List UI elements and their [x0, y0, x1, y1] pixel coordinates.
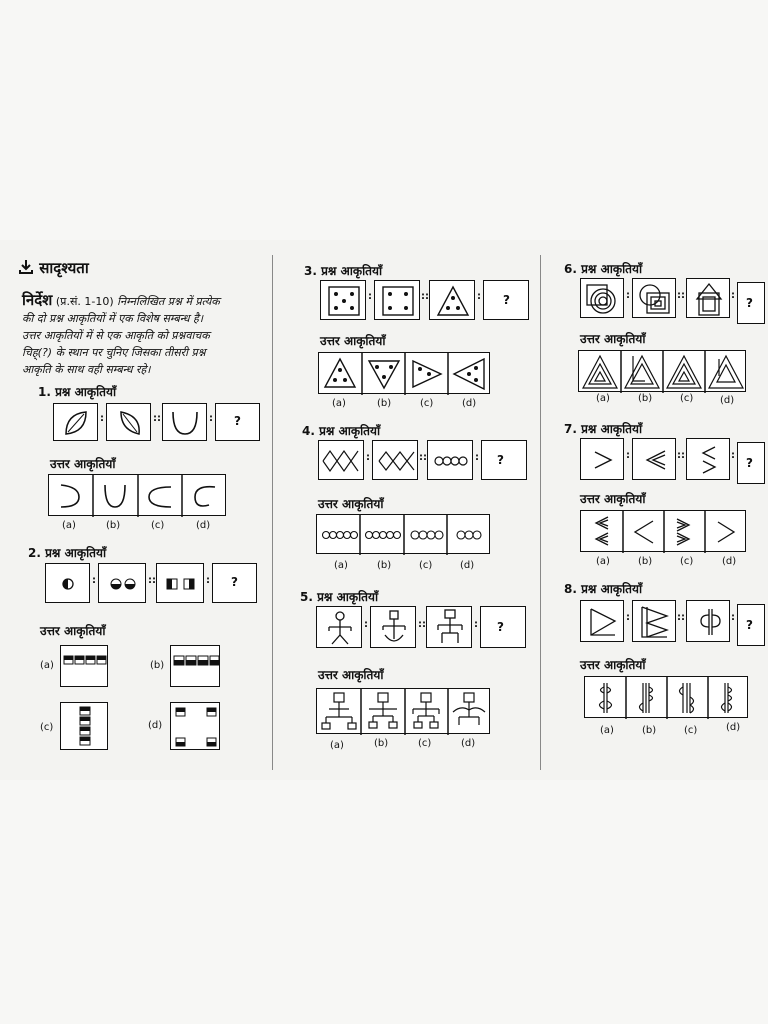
q2-sep-2: :: [148, 575, 156, 586]
q7-sep-3: : [731, 450, 735, 461]
q4-sep-3: : [475, 452, 479, 463]
instruction-block [22, 292, 272, 378]
q2-fig-4 [212, 563, 257, 603]
q3-opt-b[interactable]: (b) [377, 398, 392, 409]
q8-answer-heading: उत्तर आकृतियाँ [580, 658, 646, 672]
q3-fig-1 [320, 280, 366, 320]
q5-fig-4 [480, 606, 526, 648]
q3-fig-2 [374, 280, 420, 320]
q2-opt-b[interactable]: (b) [150, 660, 165, 671]
q7-opt-d[interactable]: (d) [722, 556, 737, 567]
q8-sep-3: : [731, 612, 735, 623]
q1-answer-heading: उत्तर आकृतियाँ [50, 457, 116, 471]
q3-fig-4 [483, 280, 529, 320]
question-mark: ? [234, 414, 241, 428]
instruction-line-3: उत्तर आकृतियों में से एक आकृति को प्रश्नवाचक [22, 329, 210, 342]
q4-fig-2 [372, 440, 418, 480]
q6-opt-b[interactable]: (b) [638, 393, 653, 404]
q2-opt-d[interactable]: (d) [148, 720, 163, 731]
q8-opt-a[interactable]: (a) [600, 725, 614, 736]
column-divider-1 [272, 255, 273, 770]
q5-opt-b[interactable]: (b) [374, 738, 389, 749]
q4-heading: 4. प्रश्न आकृतियाँ [302, 424, 381, 438]
instruction-label: निर्देश [22, 291, 53, 309]
q8-answer-strip[interactable] [584, 676, 748, 718]
q8-fig-1 [580, 600, 624, 642]
q6-answer-heading: उत्तर आकृतियाँ [580, 332, 646, 346]
q2-opt-a[interactable]: (a) [40, 660, 54, 671]
q3-opt-a[interactable]: (a) [332, 398, 346, 409]
q7-opt-a[interactable]: (a) [596, 556, 610, 567]
q3-opt-c[interactable]: (c) [420, 398, 434, 409]
instruction-line-5: आकृति के साथ वही सम्बन्ध रहे। [22, 363, 151, 376]
q1-heading: 1. प्रश्न आकृतियाँ [38, 385, 117, 399]
q7-fig-3 [686, 438, 730, 480]
q8-opt-c[interactable]: (c) [684, 725, 698, 736]
q2-fig-2 [98, 563, 146, 603]
question-mark: ? [746, 456, 753, 470]
q6-sep-3: : [731, 290, 735, 301]
q3-sep-2: :: [421, 291, 429, 302]
q2-ans-a[interactable] [60, 645, 108, 687]
q8-sep-1: : [626, 612, 630, 623]
q4-fig-1 [318, 440, 364, 480]
q1-opt-a[interactable]: (a) [62, 520, 76, 531]
q7-sep-1: : [626, 450, 630, 461]
q8-heading: 8. प्रश्न आकृतियाँ [564, 582, 643, 596]
q6-answer-strip[interactable] [578, 350, 746, 392]
q2-sep-3: : [206, 575, 210, 586]
q3-answer-strip[interactable] [318, 352, 490, 394]
q4-answer-strip[interactable] [316, 514, 490, 554]
q4-opt-a[interactable]: (a) [334, 560, 348, 571]
q5-sep-2: :: [418, 619, 426, 630]
q7-heading: 7. प्रश्न आकृतियाँ [564, 422, 643, 436]
instruction-line-1: निम्नलिखित प्रश्न में प्रत्येक [117, 295, 220, 308]
q2-ans-b[interactable] [170, 645, 220, 687]
q6-opt-d[interactable]: (d) [720, 395, 735, 406]
q1-answer-strip[interactable] [48, 474, 226, 516]
q3-sep-1: : [368, 291, 372, 302]
q5-opt-c[interactable]: (c) [418, 738, 432, 749]
q2-fig-3 [156, 563, 204, 603]
q2-opt-c[interactable]: (c) [40, 722, 54, 733]
q1-fig-3 [162, 403, 207, 441]
q5-heading: 5. प्रश्न आकृतियाँ [300, 590, 379, 604]
q1-opt-b[interactable]: (b) [106, 520, 121, 531]
q5-sep-1: : [364, 619, 368, 630]
q2-ans-d[interactable] [170, 702, 220, 750]
q6-sep-1: : [626, 290, 630, 301]
q5-answer-heading: उत्तर आकृतियाँ [318, 668, 384, 682]
q5-fig-1 [316, 606, 362, 648]
q1-opt-d[interactable]: (d) [196, 520, 211, 531]
section-title: सादृश्यता [39, 259, 89, 277]
q1-sep-3: : [209, 413, 213, 424]
q7-fig-4 [737, 442, 765, 484]
q4-opt-d[interactable]: (d) [460, 560, 475, 571]
q7-opt-c[interactable]: (c) [680, 556, 694, 567]
q3-answer-heading: उत्तर आकृतियाँ [320, 334, 386, 348]
q6-fig-4 [737, 282, 765, 324]
q4-fig-3 [427, 440, 473, 480]
q1-sep-1: : [100, 413, 104, 424]
q4-fig-4 [481, 440, 527, 480]
instruction-line-2: की दो प्रश्न आकृतियों में एक विशेष सम्बन्ध है। [22, 312, 204, 325]
q1-sep-2: :: [153, 413, 161, 424]
q6-opt-c[interactable]: (c) [680, 393, 694, 404]
q1-fig-4 [215, 403, 260, 441]
q8-fig-4 [737, 604, 765, 646]
q2-sep-1: : [92, 575, 96, 586]
q4-opt-b[interactable]: (b) [377, 560, 392, 571]
q6-sep-2: :: [677, 290, 685, 301]
q6-fig-3 [686, 278, 730, 318]
q4-sep-2: :: [419, 452, 427, 463]
q7-answer-strip[interactable] [580, 510, 746, 552]
q5-sep-3: : [474, 619, 478, 630]
question-mark: ? [231, 575, 238, 589]
q7-answer-heading: उत्तर आकृतियाँ [580, 492, 646, 506]
q3-opt-d[interactable]: (d) [462, 398, 477, 409]
q6-fig-2 [632, 278, 676, 318]
q7-sep-2: :: [677, 450, 685, 461]
column-divider-2 [540, 255, 541, 770]
q2-fig-1 [45, 563, 90, 603]
q8-opt-b[interactable]: (b) [642, 725, 657, 736]
q5-opt-d[interactable]: (d) [461, 738, 476, 749]
question-mark: ? [503, 293, 510, 307]
q6-opt-a[interactable]: (a) [596, 393, 610, 404]
q7-fig-1 [580, 438, 624, 480]
q1-fig-2 [106, 403, 151, 441]
q8-fig-3 [686, 600, 730, 642]
q5-fig-2 [370, 606, 416, 648]
q8-opt-d[interactable]: (d) [726, 722, 741, 733]
q3-fig-3 [429, 280, 475, 320]
q1-fig-1 [53, 403, 98, 441]
q2-ans-c[interactable] [60, 702, 108, 750]
q3-sep-3: : [477, 291, 481, 302]
instruction-line-4: चिह्(?) के स्थान पर चुनिए जिसका तीसरी प्रश्न [22, 346, 206, 359]
question-mark: ? [746, 296, 753, 310]
q3-heading: 3. प्रश्न आकृतियाँ [304, 264, 383, 278]
q2-heading: 2. प्रश्न आकृतियाँ [28, 546, 107, 560]
q5-fig-3 [426, 606, 472, 648]
download-arrow-icon [18, 259, 39, 277]
q5-answer-strip[interactable] [316, 688, 490, 734]
q4-sep-1: : [366, 452, 370, 463]
q4-answer-heading: उत्तर आकृतियाँ [318, 497, 384, 511]
q8-fig-2 [632, 600, 676, 642]
section-heading [18, 258, 89, 278]
question-mark: ? [497, 620, 504, 634]
q2-answer-heading: उत्तर आकृतियाँ [40, 624, 106, 638]
q7-fig-2 [632, 438, 676, 480]
q4-opt-c[interactable]: (c) [419, 560, 433, 571]
q8-sep-2: :: [677, 612, 685, 623]
q5-opt-a[interactable]: (a) [330, 740, 344, 751]
question-mark: ? [497, 453, 504, 467]
q1-opt-c[interactable]: (c) [151, 520, 165, 531]
question-mark: ? [746, 618, 753, 632]
q7-opt-b[interactable]: (b) [638, 556, 653, 567]
instruction-range: (प्र.सं. 1-10) [55, 295, 114, 308]
q6-heading: 6. प्रश्न आकृतियाँ [564, 262, 643, 276]
q6-fig-1 [580, 278, 624, 318]
